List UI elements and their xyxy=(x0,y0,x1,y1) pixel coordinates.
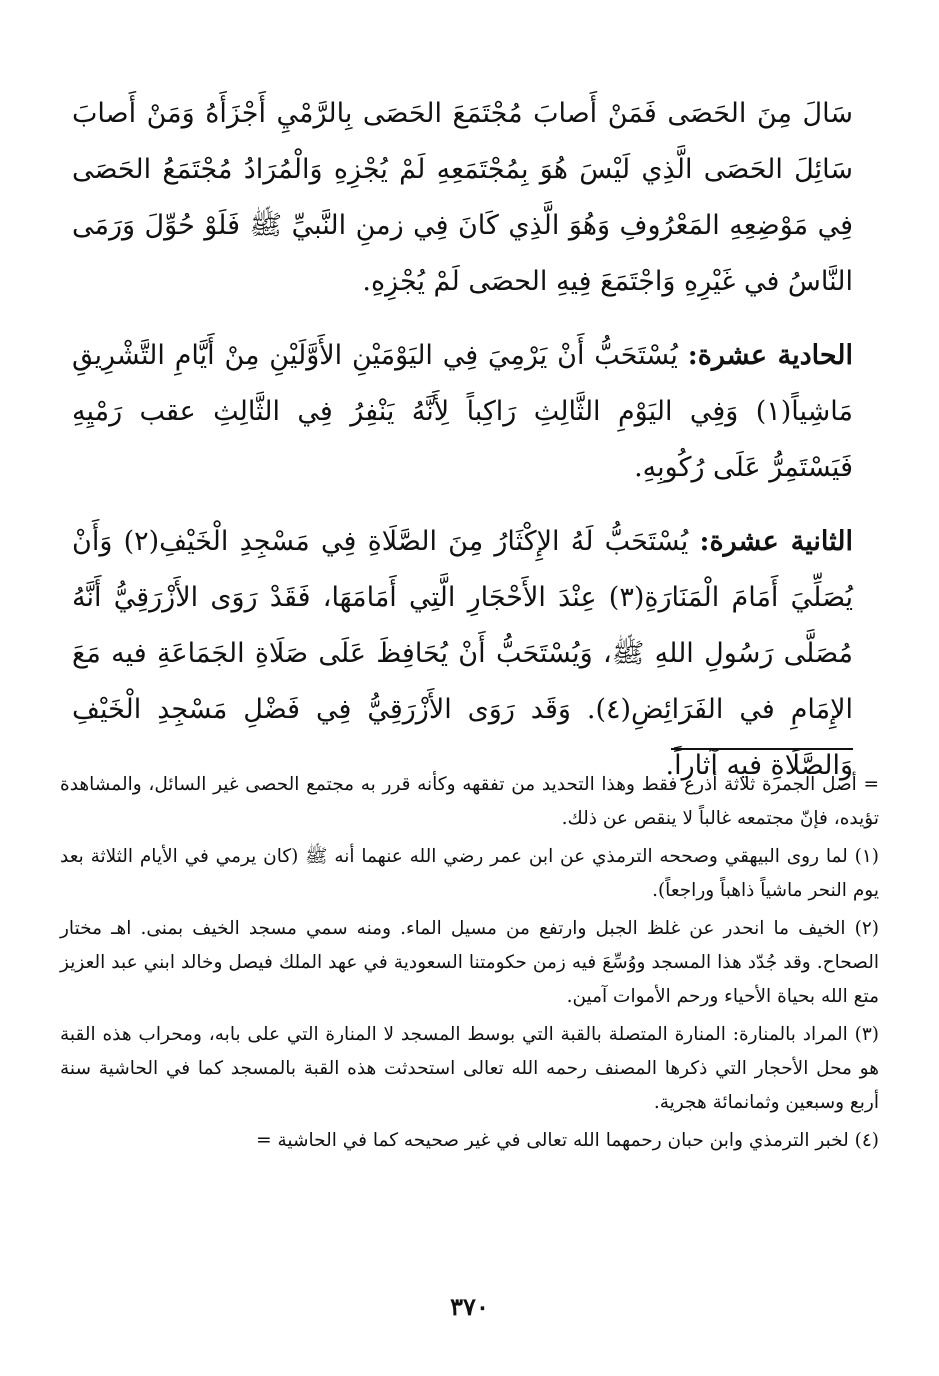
footnote-1: (١) لما روى البيهقي وصححه الترمذي عن ابن عمر رضي الله عنهما أنه ﷺ (كان يرمي في الأيام الثلاثة بعد يوم النحر ماشياً ذاهباً وراجعاً). xyxy=(60,846,879,901)
footnote-separator xyxy=(671,748,853,750)
paragraph-2-body: يُسْتَحَبُّ أَنْ يَرْمِيَ فِي اليَوْمَيْنِ الأَوَّلَيْنِ مِنْ أَيَّامِ التَّشْرِيقِ مَاشِياً(١) وَفِي اليَوْمِ الثَّالِثِ رَاكِباً لِأَنَّهُ يَنْفِرُ فِي الثَّالِثِ عقب رَمْيِهِ فَيَسْتَمِرُّ عَلَى رُكُوبِهِ. xyxy=(72,340,853,483)
main-text xyxy=(72,86,853,794)
footnote-4: (٤) لخبر الترمذي وابن حبان رحمهما الله تعالى في غير صحيحه كما في الحاشية = xyxy=(256,1130,879,1151)
footnote-2: (٢) الخيف ما انحدر عن غلظ الجبل وارتفع من مسيل الماء. ومنه سمي مسجد الخيف بمنى. اهـ مختار الصحاح. وقد جُدّد هذا المسجد ووُسِّعَ فيه زمن حكومتنا السعودية في عهد الملك فيصل وخالد ابني عبد العزيز متع الله بحياة الأحياء ورحم الأموات آمين. xyxy=(60,918,879,1007)
footnotes xyxy=(60,768,879,1158)
footnote-3: (٣) المراد بالمنارة: المنارة المتصلة بالقبة التي بوسط المسجد لا المنارة التي على بابه، ومحراب هذه القبة هو محل الأحجار التي ذكرها المصنف رحمه الله تعالى استحدثت هذه القبة بالمسجد كما في الحاشية سنة أربع وسبعين وثمانمائة هجرية. xyxy=(60,1024,879,1113)
paragraph-3-body: يُسْتَحَبُّ لَهُ الإِكْثَارُ مِنَ الصَّلَاةِ فِي مَسْجِدِ الْخَيْفِ(٢) وَأَنْ يُصَلِّيَ أَمَامَ الْمَنَارَةِ(٣) عِنْدَ الأَحْجَارِ الَّتِي أَمَامَهَا، فَقَدْ رَوَى الأَزْرَقِيُّ أَنَّهُ مُصَلَّى رَسُولِ اللهِ ﷺ، وَيُسْتَحَبُّ أَنْ يُحَافِظَ عَلَى صَلَاةِ الجَمَاعَةِ فيه مَعَ الإِمَامِ في الفَرَائِضِ(٤). وَقَد رَوَى الأَزْرَقِيُّ فِي فَضْلِ مَسْجِدِ الْخَيْفِ وَالصَّلَاةِ فيه آثاراً. xyxy=(72,526,854,781)
paragraph-2 xyxy=(72,328,853,496)
page-number: ٣٧٠ xyxy=(450,1292,489,1321)
paragraph-3 xyxy=(72,514,853,794)
footnote-continuation: = أصل الجمرة ثلاثة أذرع فقط وهذا التحديد من تفقهه وكأنه قرر به مجتمع الحصى غير السائل، والمشاهدة تؤيده، فإنّ مجتمعه غالباً لا ينقص عن ذلك. xyxy=(60,774,879,829)
paragraph-3-heading: الثانية عشرة: xyxy=(699,526,853,557)
paragraph-2-heading: الحادية عشرة: xyxy=(687,340,853,371)
paragraph-1: سَالَ مِنَ الحَصَى فَمَنْ أَصابَ مُجْتَمَعَ الحَصَى بِالرَّمْيِ أَجْزَأَهُ وَمَنْ أَصابَ سَائِلَ الحَصَى الَّذِي لَيْسَ هُوَ بِمُجْتَمَعِهِ لَمْ يُجْزِهِ وَالْمُرَادُ مُجْتَمَعُ الحَصَى فِي مَوْضِعِهِ المَعْرُوفِ وَهُوَ الَّذِي كَانَ فِي زمنِ النَّبيِّ ﷺ فَلَوْ حُوِّلَ وَرَمَى النَّاسُ في غَيْرِهِ وَاجْتَمَعَ فِيهِ الحصَى لَمْ يُجْزِهِ. xyxy=(72,98,853,297)
